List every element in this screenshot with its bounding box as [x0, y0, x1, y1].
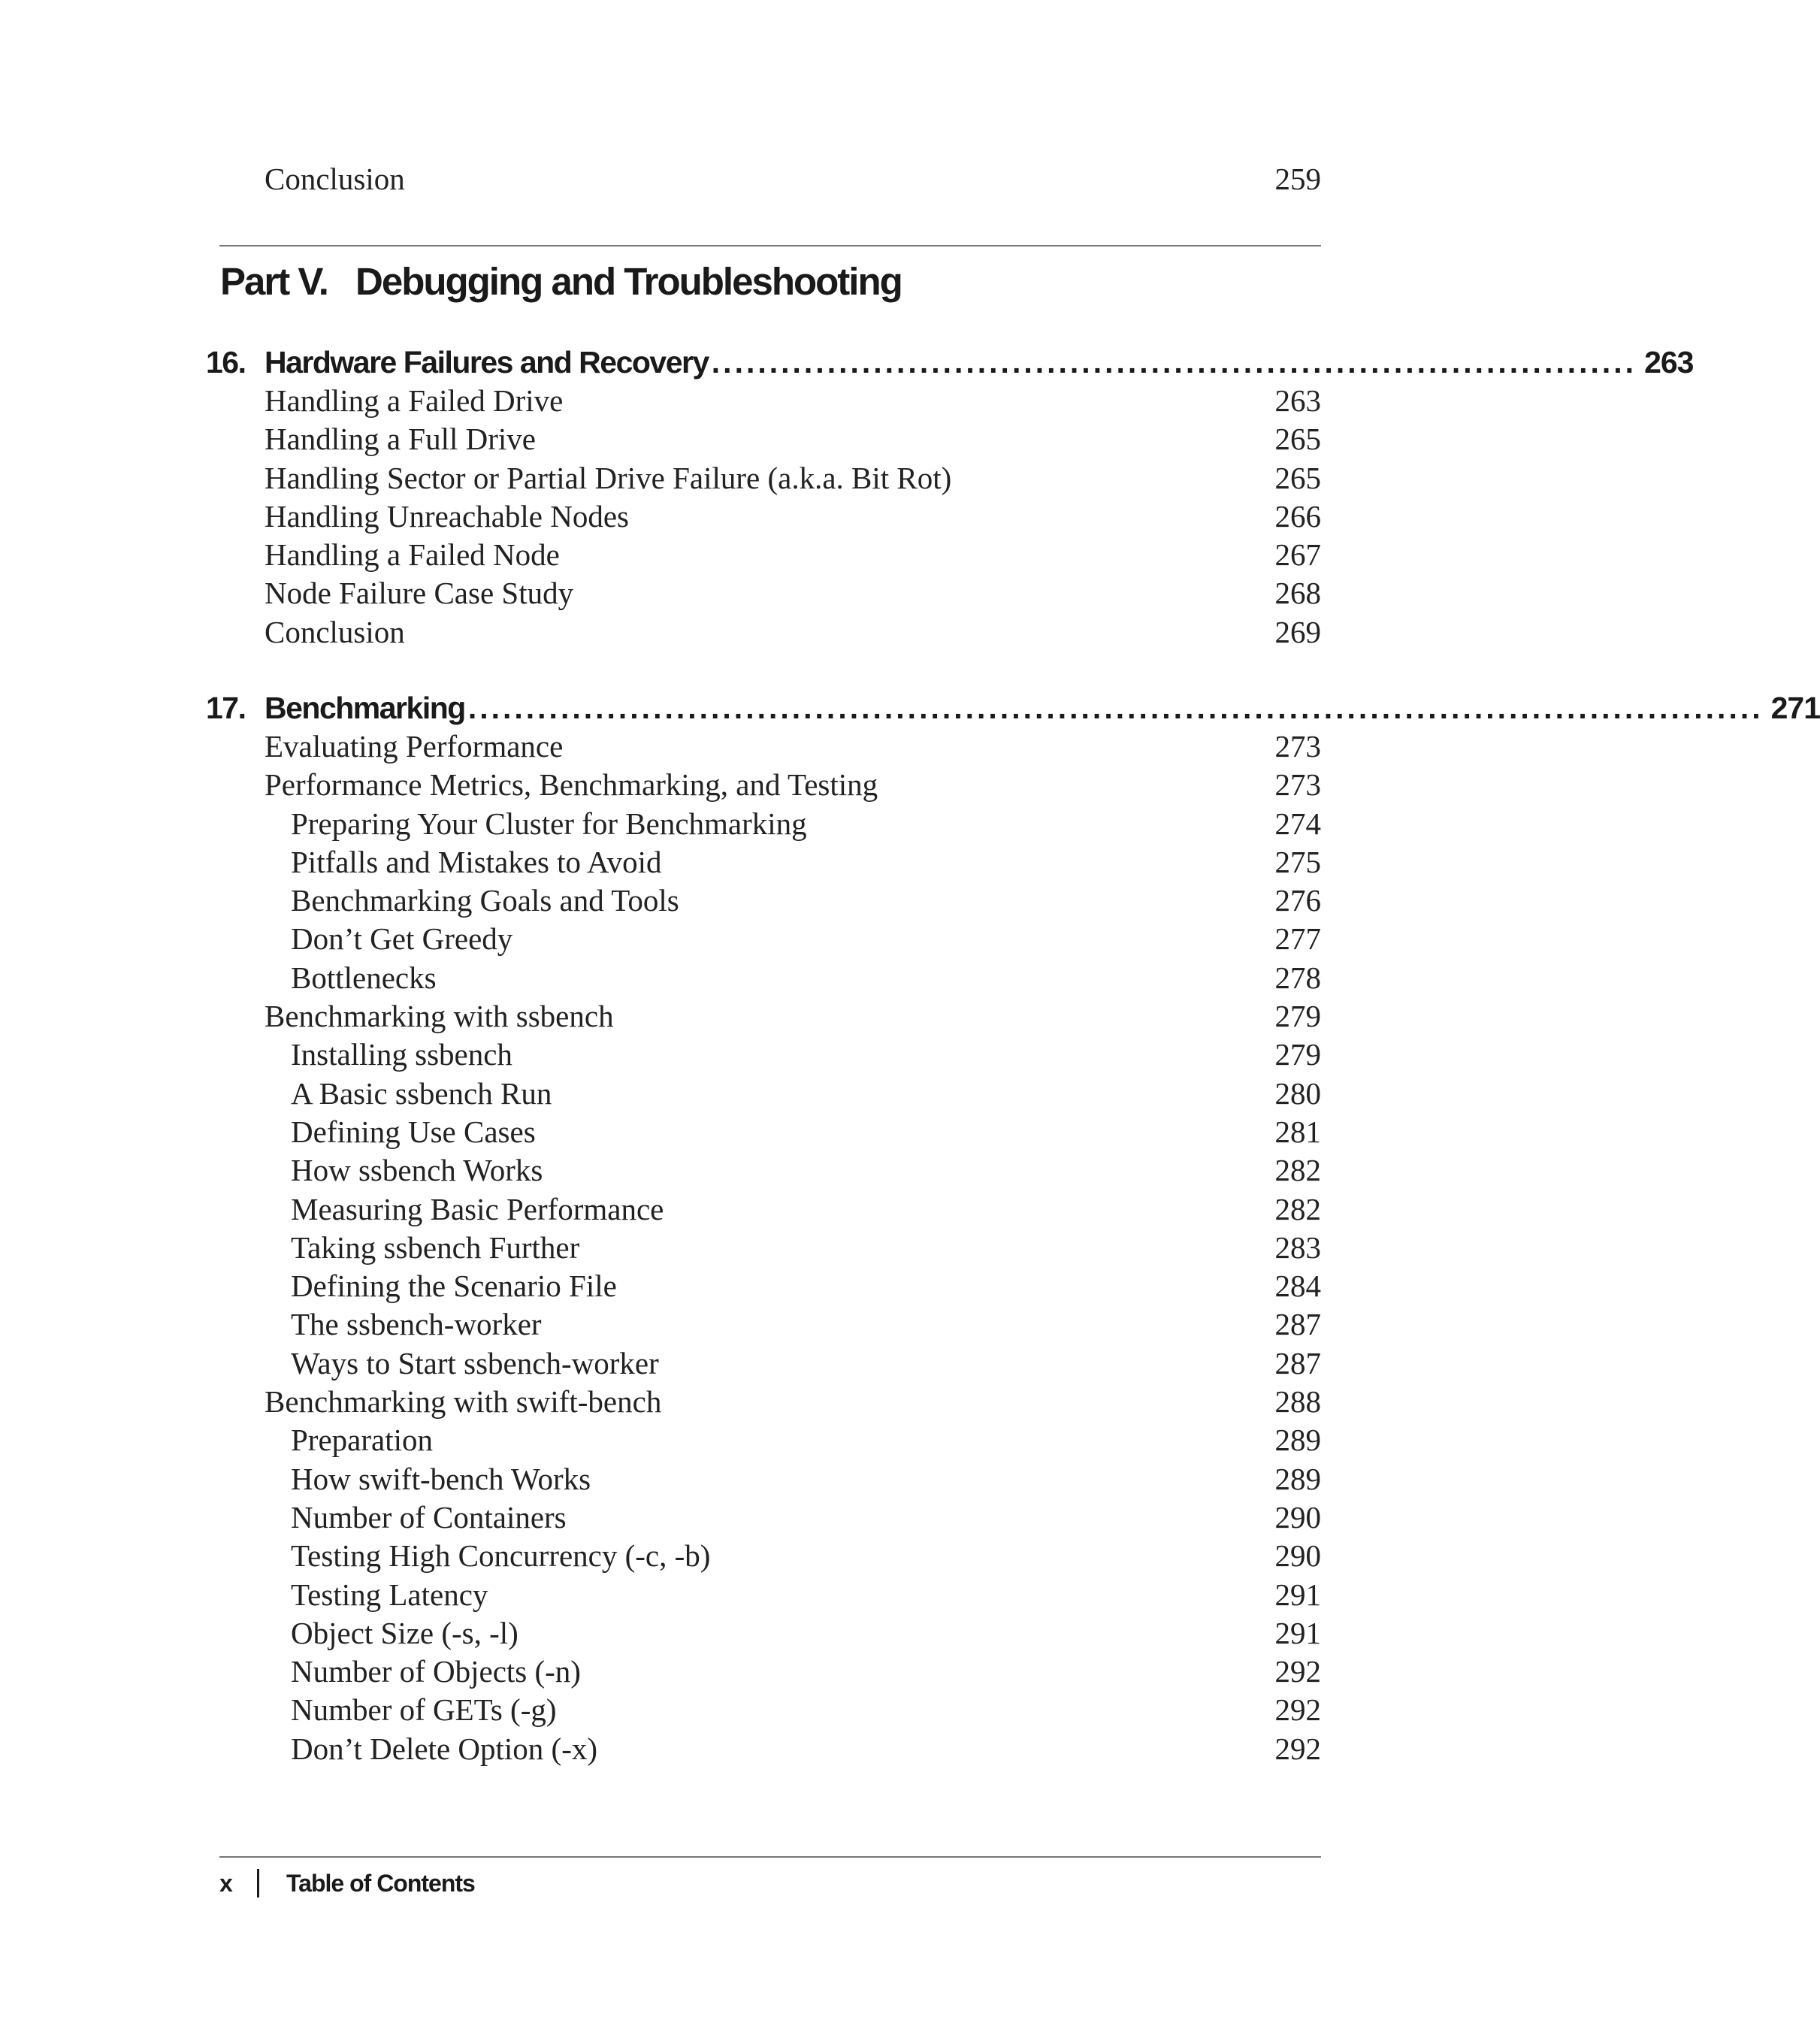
toc-entry-title: Measuring Basic Performance — [291, 1191, 664, 1226]
toc-entry-page: 292 — [1274, 1692, 1321, 1728]
toc-entry-page: 287 — [1274, 1345, 1321, 1380]
part-title: Debugging and Troubleshooting — [355, 260, 902, 303]
page-folio: x — [219, 1870, 232, 1897]
chapter-heading[interactable] — [206, 688, 1820, 727]
toc-entry-page: 269 — [1274, 614, 1321, 649]
page-footer — [219, 1867, 475, 1900]
toc-entry-title: Defining Use Cases — [291, 1114, 536, 1149]
dot-leader: ................................................................................ — [711, 345, 1637, 380]
part-heading — [220, 256, 902, 308]
toc-subentry[interactable] — [291, 959, 1321, 997]
toc-entry[interactable] — [265, 382, 1321, 420]
toc-subentry[interactable] — [291, 1537, 1321, 1575]
toc-entry-title: The ssbench-worker — [291, 1307, 542, 1342]
toc-entry-page: 277 — [1274, 921, 1321, 957]
toc-entry-page: 266 — [1274, 498, 1321, 534]
toc-entry-title: Preparing Your Cluster for Benchmarking — [291, 806, 807, 841]
toc-entry-page: 291 — [1274, 1615, 1321, 1650]
toc-entry[interactable] — [265, 766, 1321, 804]
toc-entry-title: Performance Metrics, Benchmarking, and Testing — [265, 767, 878, 803]
chapter-page: 263 — [1644, 345, 1694, 380]
toc-entry-page: 268 — [1274, 576, 1321, 611]
toc-subentry[interactable] — [291, 805, 1321, 843]
toc-subentry[interactable] — [291, 1113, 1321, 1151]
toc-entry-page: 279 — [1274, 999, 1321, 1034]
toc-entry-page: 284 — [1274, 1269, 1321, 1304]
toc-entry-title: Taking ssbench Further — [291, 1229, 580, 1265]
toc-entry-page: 273 — [1274, 729, 1321, 764]
toc-subentry[interactable] — [291, 1305, 1321, 1344]
toc-entry-page: 263 — [1274, 383, 1321, 418]
toc-entry-page: 292 — [1274, 1654, 1321, 1689]
toc-entry-title: Bottlenecks — [291, 960, 437, 995]
toc-entry-title: Handling a Full Drive — [265, 422, 536, 457]
toc-entry-page: 292 — [1274, 1731, 1321, 1766]
toc-entry-title: Pitfalls and Mistakes to Avoid — [291, 844, 662, 879]
toc-entry-title: Handling a Failed Node — [265, 537, 560, 573]
toc-entry-page: 274 — [1274, 806, 1321, 841]
toc-entry-title: Node Failure Case Study — [265, 576, 574, 611]
toc-entry-page: 273 — [1274, 767, 1321, 803]
toc-entry-page: 281 — [1274, 1114, 1321, 1149]
toc-entry-page: 290 — [1274, 1499, 1321, 1535]
toc-entry-title: Benchmarking Goals and Tools — [291, 883, 679, 918]
toc-entry-title: Conclusion — [265, 162, 405, 196]
toc-entry-title: Number of GETs (-g) — [291, 1692, 557, 1728]
toc-entry-page: 290 — [1274, 1538, 1321, 1574]
toc-entry-title: Number of Objects (-n) — [291, 1654, 581, 1689]
footer-separator — [257, 1869, 259, 1898]
toc-entry-title: How swift-bench Works — [291, 1461, 591, 1496]
toc-entry[interactable] — [265, 497, 1321, 536]
toc-entry-title: Benchmarking with swift-bench — [265, 1384, 662, 1420]
toc-entry-title: Don’t Get Greedy — [291, 921, 513, 957]
toc-entry-page: 280 — [1274, 1075, 1321, 1111]
toc-entry-title: Object Size (-s, -l) — [291, 1615, 518, 1650]
chapter-title: Hardware Failures and Recovery — [265, 345, 709, 380]
toc-subentry[interactable] — [291, 1691, 1321, 1729]
toc-subentry[interactable] — [291, 881, 1321, 920]
chapter-title: Benchmarking — [265, 691, 465, 725]
toc-entry-title: Preparation — [291, 1423, 433, 1458]
toc-entry-title: Benchmarking with ssbench — [265, 999, 614, 1034]
footer-rule — [219, 1856, 1321, 1858]
toc-entry-title: Ways to Start ssbench-worker — [291, 1345, 659, 1380]
toc-entry-title: Handling a Failed Drive — [265, 383, 564, 418]
toc-entry-title: Evaluating Performance — [265, 729, 564, 764]
toc-entry-title: Handling Sector or Partial Drive Failure (a.k.a. Bit Rot) — [265, 460, 952, 495]
toc-entry[interactable] — [265, 613, 1321, 652]
toc-entry[interactable] — [265, 727, 1321, 766]
chapter-number: 17. — [206, 691, 246, 725]
toc-entry[interactable] — [265, 420, 1321, 458]
toc-entry-page: 283 — [1274, 1229, 1321, 1265]
toc-entry-title: Defining the Scenario File — [291, 1269, 617, 1304]
toc-subentry[interactable] — [291, 843, 1321, 881]
toc-entry[interactable] — [265, 574, 1321, 612]
toc-entry-title: Testing High Concurrency (-c, -b) — [291, 1538, 711, 1574]
toc-entry-page: 289 — [1274, 1423, 1321, 1458]
toc-entry-title: A Basic ssbench Run — [291, 1075, 552, 1111]
toc-entry-page: 275 — [1274, 844, 1321, 879]
toc-entry-title: Number of Containers — [291, 1499, 567, 1535]
chapter-heading[interactable] — [206, 343, 1694, 382]
toc-subentry[interactable] — [291, 1036, 1321, 1074]
toc-subentry[interactable] — [291, 1460, 1321, 1498]
toc-entry-title: Handling Unreachable Nodes — [265, 498, 629, 534]
toc-entry-previous[interactable] — [265, 159, 1321, 198]
chapter-page: 271 — [1770, 691, 1820, 725]
toc-entry-page: 279 — [1274, 1037, 1321, 1072]
toc-subentry[interactable] — [291, 1614, 1321, 1653]
toc-subentry[interactable] — [291, 1075, 1321, 1113]
toc-entry-title: Testing Latency — [291, 1577, 488, 1612]
chapter-16 — [206, 343, 1694, 652]
toc-entry-page: 265 — [1274, 422, 1321, 457]
toc-subentry[interactable] — [291, 1576, 1321, 1614]
toc-entry-title: Installing ssbench — [291, 1037, 512, 1072]
toc-entry-page: 289 — [1274, 1461, 1321, 1496]
part-number: Part V. — [220, 260, 328, 303]
toc-subentry[interactable] — [291, 1730, 1321, 1768]
toc-subentry[interactable] — [291, 920, 1321, 958]
toc-subentry[interactable] — [291, 1344, 1321, 1383]
toc-entry-page: 288 — [1274, 1384, 1321, 1420]
toc-entry-page: 265 — [1274, 460, 1321, 495]
toc-entry-page: 282 — [1274, 1153, 1321, 1188]
toc-entry-page: 278 — [1274, 960, 1321, 995]
chapter-17 — [206, 688, 1820, 1768]
toc-entry[interactable] — [265, 1383, 1321, 1421]
toc-subentry[interactable] — [291, 1267, 1321, 1305]
toc-entry-page: 259 — [1274, 162, 1321, 196]
toc-entry-page: 282 — [1274, 1191, 1321, 1226]
toc-subentry[interactable] — [291, 1421, 1321, 1459]
toc-entry-page: 276 — [1274, 883, 1321, 918]
toc-entry[interactable] — [265, 459, 1321, 497]
toc-subentry[interactable] — [291, 1229, 1321, 1267]
toc-subentry[interactable] — [291, 1151, 1321, 1190]
toc-subentry[interactable] — [291, 1190, 1321, 1229]
toc-entry[interactable] — [265, 997, 1321, 1036]
toc-entry-page: 267 — [1274, 537, 1321, 573]
dot-leader: ................................................................................................................ — [467, 691, 1764, 725]
toc-entry-page: 291 — [1274, 1577, 1321, 1612]
toc-entry-page: 287 — [1274, 1307, 1321, 1342]
part-divider-rule — [219, 245, 1321, 246]
toc-subentry[interactable] — [291, 1498, 1321, 1537]
toc-subentry[interactable] — [291, 1653, 1321, 1691]
chapter-number: 16. — [206, 345, 246, 380]
toc-entry-title: How ssbench Works — [291, 1153, 543, 1188]
running-footer-label: Table of Contents — [286, 1870, 475, 1897]
toc-entry-title: Don’t Delete Option (-x) — [291, 1731, 597, 1766]
toc-entry-title: Conclusion — [265, 614, 405, 649]
toc-entry[interactable] — [265, 536, 1321, 574]
